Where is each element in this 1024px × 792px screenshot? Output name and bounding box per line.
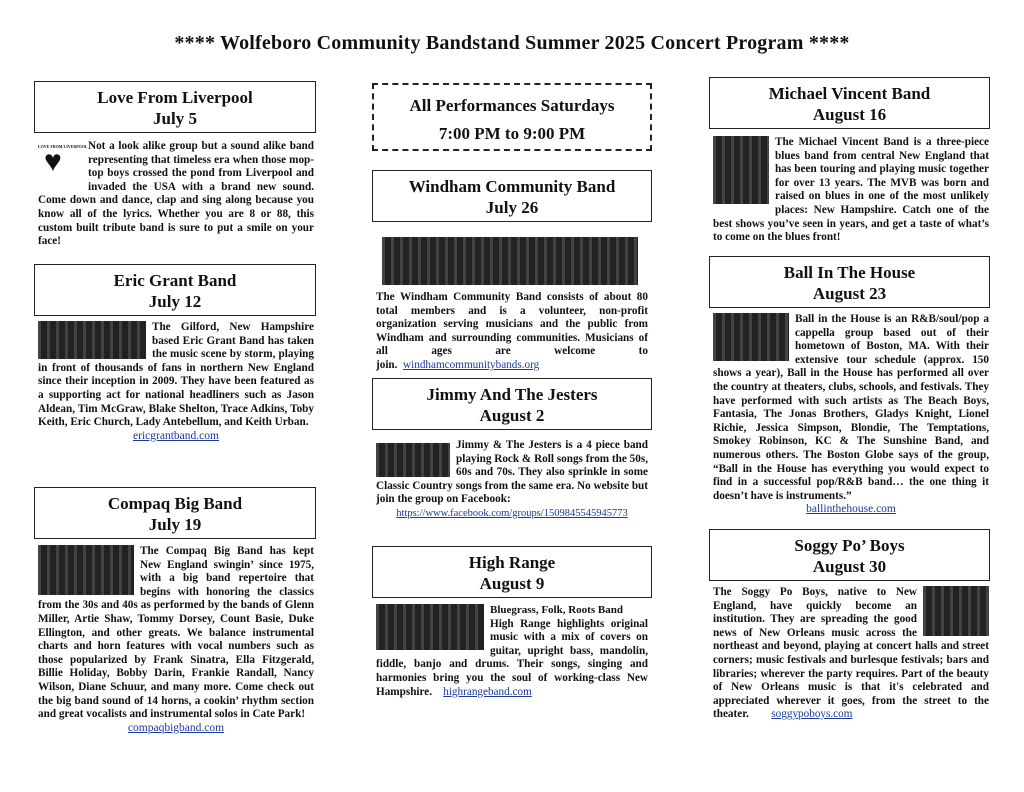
love-from-liverpool-logo xyxy=(38,140,88,180)
band-description: Not a look alike group but a sound alike band representing that timeless era when those mop-top boys crossed the pond from Liverpool and invaded the USA with a brand new sound. Come down and dance, clap and sing along because you know all of the lyrics. Whether you are 8 or 88, this custom built tribute band is sure to put a smile on your face! xyxy=(38,140,314,248)
band-description-text: High Range highlights original music with a mix of covers on guitar, upright bass, mandolin, fiddle, banjo and drums. Their songs, singing and harmonies bring you the soul of working-class New Hampshire. xyxy=(376,617,648,698)
band-date: July 26 xyxy=(485,198,539,217)
page-title: **** Wolfeboro Community Bandstand Summer 2025 Concert Program **** xyxy=(174,32,850,54)
band-date: July 19 xyxy=(148,515,202,534)
band-description-text: The Windham Community Band consists of about 80 total members and is a volunteer, non-profit organization serving musicians and the public from Windham and surrounding communities. Musicians of all ages are welcome to join. xyxy=(376,291,648,371)
schedule-days: All Performances Saturdays xyxy=(409,96,615,115)
band-name: Compaq Big Band xyxy=(107,494,243,513)
band-photo xyxy=(38,321,146,359)
band-date: August 9 xyxy=(479,574,545,593)
band-photo-windham xyxy=(382,237,638,285)
band-photo xyxy=(376,604,484,650)
band-website-link[interactable]: highrangeband.com xyxy=(443,685,532,698)
band-genre: Bluegrass, Folk, Roots Band xyxy=(490,604,623,616)
band-header-love-from-liverpool xyxy=(34,81,316,133)
band-header-compaq-big-band xyxy=(34,487,316,539)
band-blurb-compaq-big-band xyxy=(38,545,314,735)
band-blurb-michael-vincent-band xyxy=(713,136,989,245)
band-blurb-love-from-liverpool xyxy=(38,140,314,249)
band-name: Windham Community Band xyxy=(408,177,616,196)
band-blurb-high-range xyxy=(376,604,648,699)
band-date: July 12 xyxy=(148,292,202,311)
band-date: July 5 xyxy=(153,109,197,128)
logo-caption: LOVE FROM LIVERPOOL xyxy=(38,144,88,149)
band-description-text: The Soggy Po Boys, native to New England, have quickly become an institution. They are spreading the good news of New Orleans music across the northeast and beyond, playing at concert halls and street corners; music festivals and burlesque festivals; bars and libraries; wherever the party requires. Part of the beauty of New Orleans music is that it's celebrated and appreciated wherever it goes, from the street to the theater. xyxy=(713,586,989,721)
band-website-link[interactable]: https://www.facebook.com/groups/1509845545945773 xyxy=(396,507,628,519)
band-blurb-windham-community-band xyxy=(376,291,648,373)
band-website-link[interactable]: compaqbigband.com xyxy=(127,721,225,734)
band-name: Love From Liverpool xyxy=(97,88,253,107)
band-description: The Michael Vincent Band is a three-piece blues band from central New England that has been touring and playing music together for over 13 years. The MVB was born and raised on blues in one of the most unlikely places: New Hampshire. Catch one of the best shows you’ve seen in years, and get a taste of what’s to come on the blues front! xyxy=(713,136,989,244)
band-description: Jimmy & The Jesters is a 4 piece band playing Rock & Roll songs from the 50s, 60s and 70s. They also sprinkle in some Classic Country songs from the same era. No website but join the group on Facebook: xyxy=(376,439,648,506)
band-website-link[interactable]: soggypoboys.com xyxy=(771,708,853,721)
band-date: August 16 xyxy=(812,105,887,124)
band-blurb-ball-in-the-house xyxy=(713,313,989,517)
band-description xyxy=(376,291,648,373)
band-header-jimmy-and-the-jesters xyxy=(372,378,652,430)
band-name: Jimmy And The Jesters xyxy=(426,385,598,404)
band-website-link[interactable]: ballinthehouse.com xyxy=(806,503,896,516)
band-date: August 30 xyxy=(812,557,887,576)
band-description: The Gilford, New Hampshire based Eric Grant Band has taken the music scene by storm, playing in front of thousands of fans in northern New England since their inception in 2009. They have been featured as a supporting act for national headliners such as Jason Aldean, Tim McGraw, Blake Shelton, Trace Adkins, Toby Keith, Eric Church, Lady Antebellum, and Keith Urban. xyxy=(38,321,314,429)
schedule-box xyxy=(372,83,652,151)
band-header-eric-grant-band xyxy=(34,264,316,316)
band-name: Michael Vincent Band xyxy=(768,84,931,103)
schedule-time: 7:00 PM to 9:00 PM xyxy=(438,124,586,143)
heart-icon: ♥ xyxy=(44,145,62,178)
band-photo xyxy=(713,313,789,361)
band-header-windham-community-band xyxy=(372,170,652,222)
band-name: Eric Grant Band xyxy=(113,271,237,290)
band-website-link[interactable]: windhamcommunitybands.org xyxy=(403,358,540,371)
band-photo xyxy=(38,545,134,595)
band-header-ball-in-the-house xyxy=(709,256,990,308)
band-blurb-jimmy-and-the-jesters xyxy=(376,439,648,521)
band-name: Soggy Po’ Boys xyxy=(794,536,905,555)
band-description: Ball in the House is an R&B/soul/pop a cappella group based out of their hometown of Boston, MA. With their extensive tour schedule (approx. 150 shows a year), Ball in the House has performed all over the country at theaters, clubs, schools, and festivals. They have performed with such artists as The Beach Boys, Fantasia, The Jonas Brothers, Gladys Knight, Lionel Richie, Jessica Simpson, Blondie, The Temptations, Smokey Robinson, KC & The Sunshine Band, and numerous others. The Boston Globe says of the group, “Ball in the House has everything you would expect to find in a successful pop/R&B band… the one thing it doesn’t have is instruments.” xyxy=(713,313,989,502)
band-website-link[interactable]: ericgrantband.com xyxy=(133,429,219,442)
band-header-michael-vincent-band xyxy=(709,77,990,129)
band-header-high-range xyxy=(372,546,652,598)
band-photo xyxy=(376,443,450,477)
band-blurb-soggy-po-boys xyxy=(713,586,989,722)
band-name: Ball In The House xyxy=(783,263,916,282)
band-photo xyxy=(923,586,989,636)
band-name: High Range xyxy=(468,553,556,572)
band-date: August 2 xyxy=(479,406,545,425)
band-header-soggy-po-boys xyxy=(709,529,990,581)
band-description: The Compaq Big Band has kept New England swingin’ since 1975, with a big band repertoire that begins with honoring the classics from the 30s and 40s as performed by the bands of Glenn Miller, Artie Shaw, Tommy Dorsey, Count Basie, Duke Ellington, and other greats. We balance instrumental charts and horn features with vocal numbers such as those popularized by Frank Sinatra, Ella Fitzgerald, Billie Holiday, Bobby Darin, Frankie Randall, Nancy Wilson, Diane Schuur, and many more. Come check out the big band sound of 14 horns, a cookin’ rhythm section and great vocalists and instrumental solos in Cate Park! xyxy=(38,545,314,721)
band-photo xyxy=(713,136,769,204)
band-date: August 23 xyxy=(812,284,887,303)
band-blurb-eric-grant-band xyxy=(38,321,314,443)
